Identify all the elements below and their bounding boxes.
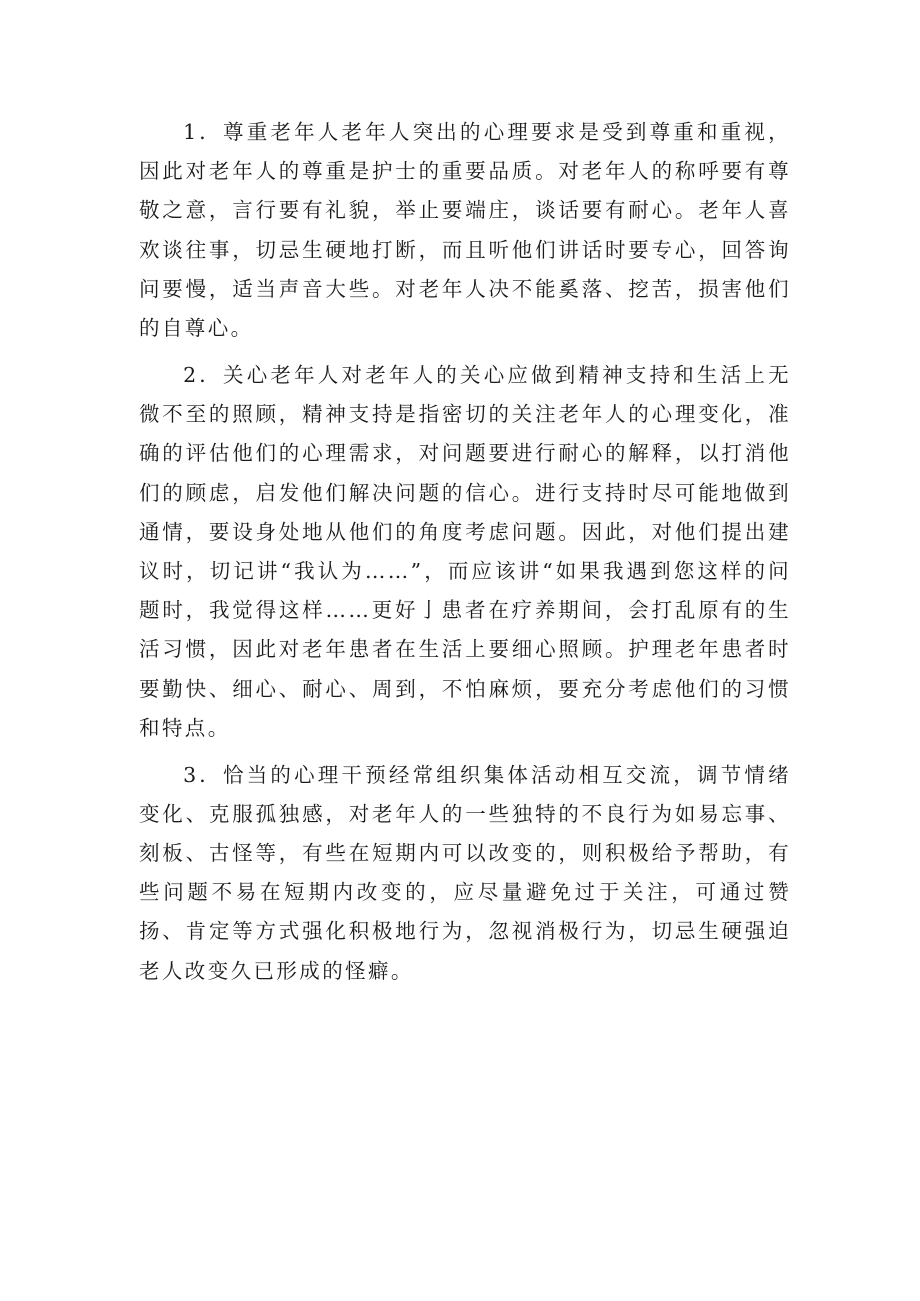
paragraph-care-elderly: 2．关心老年人对老年人的关心应做到精神支持和生活上无微不至的照顾，精神支持是指密切的关注老年人的心理变化，准确的评估他们的心理需求，对问题要进行耐心的解释，以打消他们的顾虑，启发他们解决问题的信心。进行支持时尽可能地做到通情，要设身处地从他们的角度考虑问题。因此，对他们提出建议时，切记讲“我认为……”，而应该讲“如果我遇到您这样的问题时，我觉得这样……更好亅患者在疗养期间，会打乱原有的生活习惯，因此对老年患者在生活上要细心照顾。护理老年患者时要勤快、细心、耐心、周到，不怕麻烦，要充分考虑他们的习惯和特点。 [139, 362, 791, 740]
paragraph-psychological-intervention: 3．恰当的心理干预经常组织集体活动相互交流，调节情绪变化、克服孤独感，对老年人的一些独特的不良行为如易忘事、刻板、古怪等，有些在短期内可以改变的，则积极给予帮助，有些问题不易在短期内改变的，应尽量避免过于关注，可通过赞扬、肯定等方式强化积极地行为，忽视消极行为，切忌生硬强迫老人改变久已形成的怪癖。 [139, 762, 791, 983]
paragraph-respect-elderly: 1．尊重老年人老年人突出的心理要求是受到尊重和重视，因此对老年人的尊重是护士的重要品质。对老年人的称呼要有尊敬之意，言行要有礼貌，举止要端庄，谈话要有耐心。老年人喜欢谈往事，切忌生硬地打断，而且听他们讲话时要专心，回答询问要慢，适当声音大些。对老年人决不能奚落、挖苦，损害他们的自尊心。 [139, 120, 791, 341]
document-page [139, 113, 791, 991]
